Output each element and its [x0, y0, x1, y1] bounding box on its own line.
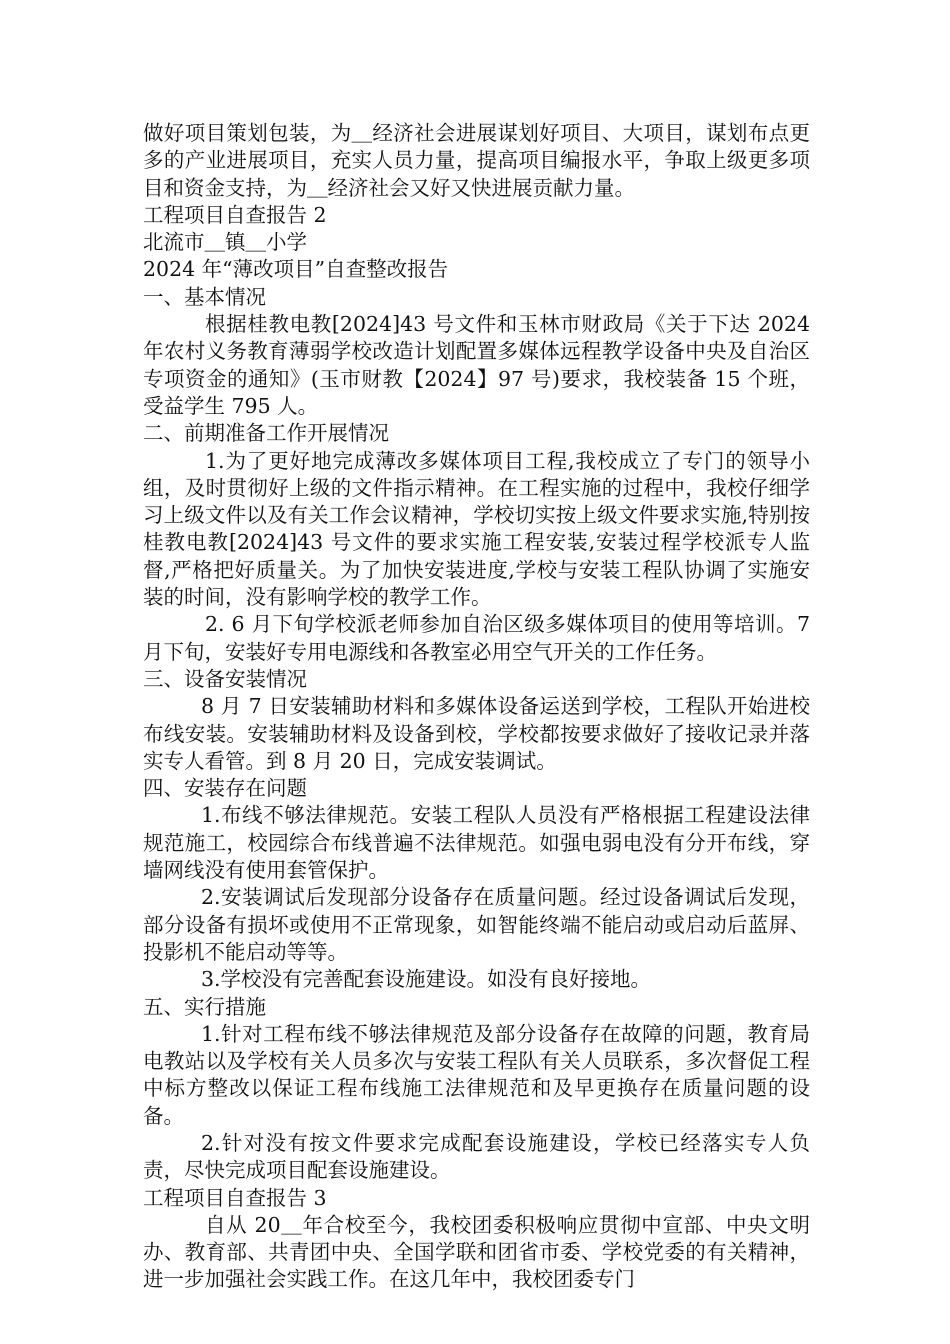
paragraph-problem-1: 1.布线不够法律规范。安装工程队人员没有严格根据工程建设法律规范施工，校园综合布线普遍不法律规范。如强电弱电没有分开布线，穿墙网线没有使用套管保护。: [143, 803, 810, 883]
report-heading-3: 工程项目自查报告 3: [143, 1185, 327, 1210]
section-heading-measures: 五、实行措施: [143, 994, 266, 1019]
school-name: 北流市＿镇＿小学: [143, 230, 307, 255]
paragraph-measure-2: 2.针对没有按文件要求完成配套设施建设，学校已经落实专人负责，尽快完成项目配套设施建设。: [143, 1130, 810, 1183]
paragraph-installation: 8 月 7 日安装辅助材料和多媒体设备运送到学校，工程队开始进校布线安装。安装辅助材料及设备到校，学校都按要求做好了接收记录并落实专人看管。到 8 月 20 日，完成安装调试。: [143, 694, 810, 773]
paragraph-basic: 根据桂教电教[2024]43 号文件和玉林市财政局《关于下达 2024 年农村义务教育薄弱学校改造计划配置多媒体远程教学设备中央及自治区专项资金的通知》(玉市财教【2024】97 号)要求，我校装备 15 个班，受益学生 795 人。: [143, 312, 810, 418]
paragraph-problem-2: 2.安装调试后发现部分设备存在质量问题。经过设备调试后发现，部分设备有损坏或使用不正常现象，如智能终端不能启动或启动后蓝屏、投影机不能启动等等。: [143, 885, 810, 964]
document-page: [143, 120, 810, 1294]
report-title: 2024 年“薄改项目”自查整改报告: [143, 257, 449, 282]
section-heading-problems: 四、安装存在问题: [143, 776, 307, 801]
section-heading-installation: 三、设备安装情况: [143, 666, 307, 691]
paragraph-report-3: 自从 20＿年合校至今，我校团委积极响应贯彻中宣部、中央文明办、教育部、共青团中央、全国学联和团省市委、学校党委的有关精神，进一步加强社会实践工作。在这几年中，我校团委专门: [143, 1212, 810, 1292]
paragraph-measure-1: 1.针对工程布线不够法律规范及部分设备存在故障的问题，教育局电教站以及学校有关人员多次与安装工程队有关人员联系，多次督促工程中标方整改以保证工程布线施工法律规范和及早更换存在质量问题的设备。: [143, 1021, 810, 1128]
paragraph-problem-3: 3.学校没有完善配套设施建设。如没有良好接地。: [201, 967, 652, 992]
report-heading-2: 工程项目自查报告 2: [143, 202, 327, 227]
section-heading-basic: 一、基本情况: [143, 284, 266, 309]
paragraph-continuation: 做好项目策划包装，为＿经济社会进展谋划好项目、大项目，谋划布点更多的产业进展项目，充实人员力量，提高项目编报水平，争取上级更多项目和资金支持，为＿经济社会又好又快进展贡献力量。: [143, 121, 810, 200]
section-heading-preparation: 二、前期准备工作开展情况: [143, 421, 389, 446]
paragraph-preparation-1: 1.为了更好地完成薄改多媒体项目工程,我校成立了专门的领导小组，及时贯彻好上级的文件指示精神。在工程实施的过程中，我校仔细学习上级文件以及有关工作会议精神，学校切实按上级文件要求实施,特别按桂教电教[2024]43 号文件的要求实施工程安装,安装过程学校派专人监督,严格把好质量关。为了加快安装进度,学校与安装工程队协调了实施安装的时间，没有影响学校的教学工作。: [143, 448, 810, 610]
paragraph-preparation-2: 2. 6 月下旬学校派老师参加自治区级多媒体项目的使用等培训。7 月下旬，安装好专用电源线和各教室必用空气开关的工作任务。: [143, 612, 810, 664]
